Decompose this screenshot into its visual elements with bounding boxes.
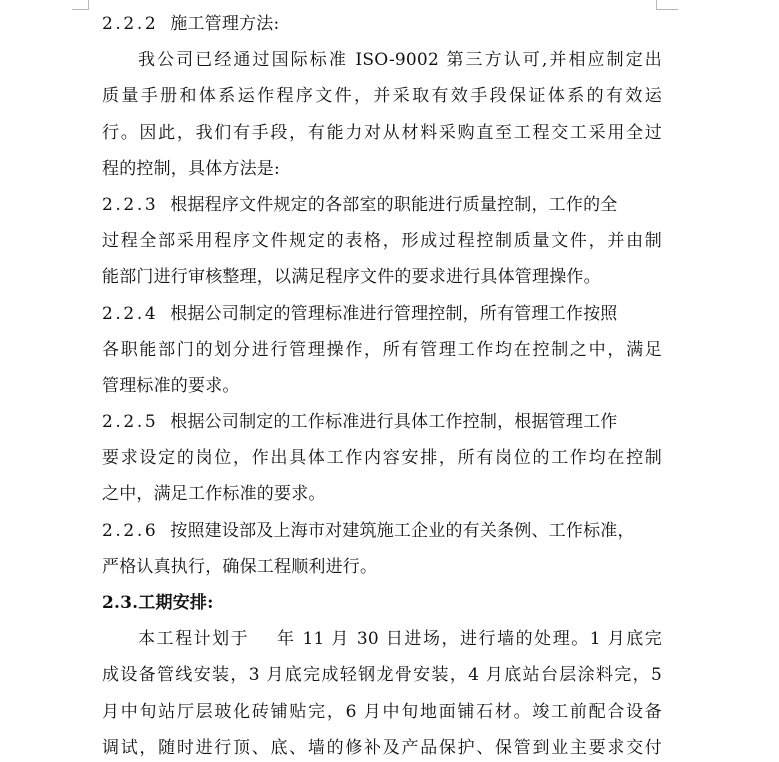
paragraph-line [102,223,662,259]
text-line: 严格认真执行，确保工程顺利进行。 [102,556,378,577]
section-item-2-2-4 [102,296,662,332]
section-number: 2.2.3 [102,194,159,215]
text-line: 根据公司制定的工作标准进行具体工作控制，根据管理工作 [170,412,618,433]
section-number: 2.2.6 [102,520,159,541]
text-line: 按照建设部及上海市对建筑施工企业的有关条例、工作标准， [170,520,635,541]
text-line: 质量手册和体系运作程序文件，并采取有效手段保证体系的有效运 [102,86,662,107]
text-line: 程的控制，具体方法是: [102,158,280,179]
text-line: 调试，随时进行顶、底、墙的修补及产品保护、保管到业主要求交付 [102,737,662,758]
text-line: 各职能部门的划分进行管理操作，所有管理工作均在控制之中，满足 [102,339,662,360]
paragraph-line [102,440,662,476]
paragraph-line [102,621,662,657]
paragraph-line [102,115,662,151]
section-item-2-2-3 [102,187,662,223]
text-line: 成设备管线安装，3 月底完成轻钢龙骨安装，4 月底站台层涂料完，5 [102,665,662,686]
text-line: 根据公司制定的管理标准进行管理控制，所有管理工作按照 [170,303,618,324]
paragraph-line [102,694,662,730]
section-title: 施工管理方法: [170,14,280,34]
section-heading-2-3 [102,585,662,621]
text-line: 之中，满足工作标准的要求。 [102,484,326,505]
section-item-2-2-6 [102,513,662,549]
paragraph-line [102,259,662,295]
section-number: 2.2.5 [102,412,159,433]
paragraph-line [102,151,662,187]
section-item-2-2-5 [102,404,662,440]
paragraph-line [102,368,662,404]
text-line: 过程全部采用程序文件规定的表格，形成过程控制质量文件，并由制 [102,231,662,252]
paragraph-line [102,78,662,114]
section-number: 2.2.2 [102,14,159,34]
section-number: 2.2.4 [102,303,159,324]
paragraph-line [102,42,662,78]
text-line: 要求设定的岗位，作出具体工作内容安排，所有岗位的工作均在控制 [102,448,662,469]
section-title: 2.3.工期安排: [102,593,214,613]
text-line: 根据程序文件规定的各部室的职能进行质量控制，工作的全 [170,194,618,215]
text-line: 行。因此，我们有手段，有能力对从材料采购直至工程交工采用全过 [102,122,662,143]
crop-mark-left-horizontal [72,9,89,10]
section-heading-2-2-2 [102,6,662,42]
text-line: 我公司已经通过国际标准 ISO-9002 第三方认可,并相应制定出 [138,50,662,71]
paragraph-line [102,476,662,512]
document-body [102,6,662,762]
text-line: 管理标准的要求。 [102,375,240,396]
text-line: 能部门进行审核整理，以满足程序文件的要求进行具体管理操作。 [102,267,601,288]
paragraph-line [102,549,662,585]
text-line: 月中旬站厅层玻化砖铺贴完，6 月中旬地面铺石材。竣工前配合设备 [102,701,662,722]
paragraph-line [102,332,662,368]
text-line: 本工程计划于 年 11 月 30 日进场，进行墙的处理。1 月底完 [138,629,662,650]
paragraph-line [102,657,662,693]
paragraph-line [102,730,662,762]
